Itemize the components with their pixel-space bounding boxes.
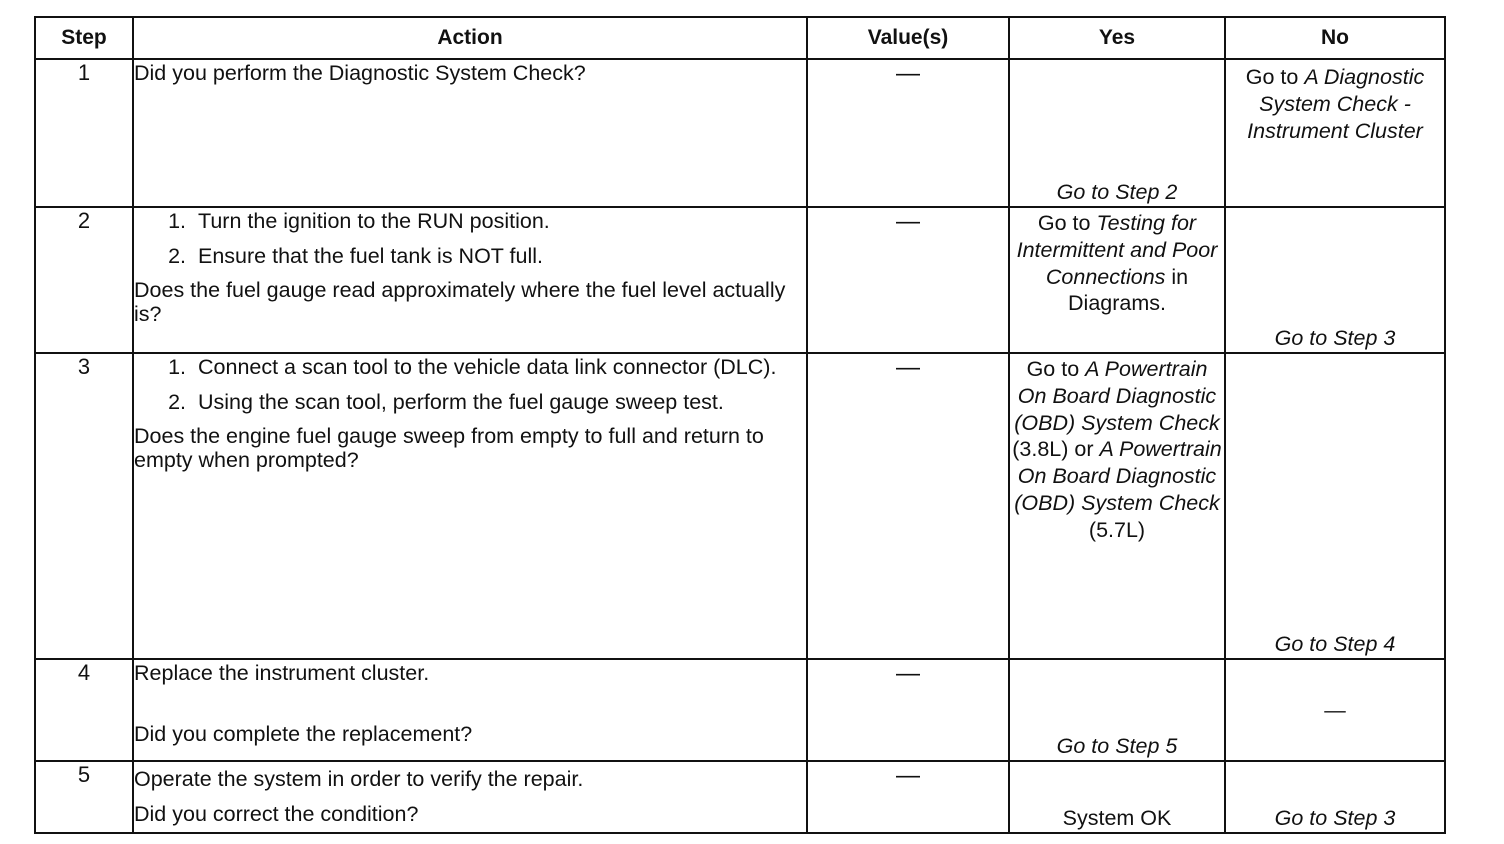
yes-cell — [1009, 659, 1225, 761]
header-row — [35, 17, 1445, 59]
header-values: Value(s) — [807, 17, 1009, 59]
yes-cell — [1009, 207, 1225, 353]
yes-link[interactable]: Testing for Intermittent and Poor Connections — [1016, 211, 1218, 289]
value-cell: — — [807, 59, 1009, 207]
no-value: — — [1324, 697, 1346, 722]
action-cell — [133, 207, 807, 353]
header-step: Step — [35, 17, 133, 59]
action-cell — [133, 659, 807, 761]
action-question: Did you correct the condition? — [134, 802, 419, 826]
yes-prefix: Go to — [1026, 357, 1086, 381]
action-cell — [133, 761, 807, 833]
action-step-item: 2. Using the scan tool, perform the fuel gauge sweep test. — [192, 389, 806, 416]
step-number: 4 — [35, 659, 133, 761]
step-number: 5 — [35, 761, 133, 833]
yes-value: System OK — [1062, 806, 1172, 831]
table-row — [35, 207, 1445, 353]
action-cell — [133, 59, 807, 207]
action-step-item: 1. Connect a scan tool to the vehicle data link connector (DLC). — [192, 354, 806, 381]
yes-link-2[interactable]: A Powertrain On Board Diagnostic (OBD) System Check — [1014, 437, 1222, 515]
no-cell — [1225, 353, 1445, 659]
table-row — [35, 353, 1445, 659]
header-no: No — [1225, 17, 1445, 59]
table-row — [35, 59, 1445, 207]
yes-suffix: (5.7L) — [1088, 517, 1146, 542]
no-prefix: Go to — [1245, 65, 1305, 89]
action-steps — [134, 354, 806, 416]
no-link[interactable]: A Diagnostic System Check - Instrument Cluster — [1247, 65, 1425, 143]
action-step-item: 2. Ensure that the fuel tank is NOT full. — [192, 243, 806, 270]
no-cell — [1225, 659, 1445, 761]
action-question: Does the engine fuel gauge sweep from empty to full and return to empty when prompted? — [134, 424, 764, 472]
yes-cell — [1009, 761, 1225, 833]
value-cell: — — [807, 659, 1009, 761]
yes-link[interactable]: Go to Step 2 — [1056, 180, 1178, 205]
yes-cell — [1009, 59, 1225, 207]
step-number: 3 — [35, 353, 133, 659]
no-link[interactable]: Go to Step 4 — [1274, 632, 1396, 657]
action-text: Operate the system in order to verify the repair. — [134, 767, 584, 791]
no-link[interactable]: Go to Step 3 — [1274, 806, 1396, 831]
action-steps — [134, 208, 806, 270]
value-cell: — — [807, 761, 1009, 833]
value-cell: — — [807, 353, 1009, 659]
no-link[interactable]: Go to Step 3 — [1274, 326, 1396, 351]
no-cell — [1225, 761, 1445, 833]
table-row — [35, 659, 1445, 761]
yes-suffix: in Diagrams. — [1068, 264, 1189, 316]
value-cell: — — [807, 207, 1009, 353]
yes-mid: (3.8L) or — [1012, 437, 1100, 462]
action-question: Did you perform the Diagnostic System Check? — [134, 61, 586, 85]
action-step-item: 1. Turn the ignition to the RUN position. — [192, 208, 806, 235]
header-action: Action — [133, 17, 807, 59]
step-number: 2 — [35, 207, 133, 353]
yes-link[interactable]: Go to Step 5 — [1056, 734, 1178, 759]
action-question: Does the fuel gauge read approximately where the fuel level actually is? — [134, 278, 786, 326]
table-row — [35, 761, 1445, 833]
yes-prefix: Go to — [1037, 211, 1097, 235]
action-cell — [133, 353, 807, 659]
step-number: 1 — [35, 59, 133, 207]
yes-cell — [1009, 353, 1225, 659]
no-cell — [1225, 207, 1445, 353]
action-question: Did you complete the replacement? — [134, 722, 473, 746]
action-text: Replace the instrument cluster. — [134, 661, 430, 685]
diagnostic-table — [34, 16, 1446, 834]
header-yes: Yes — [1009, 17, 1225, 59]
no-cell — [1225, 59, 1445, 207]
yes-link-1[interactable]: A Powertrain On Board Diagnostic (OBD) System Check — [1014, 357, 1220, 435]
